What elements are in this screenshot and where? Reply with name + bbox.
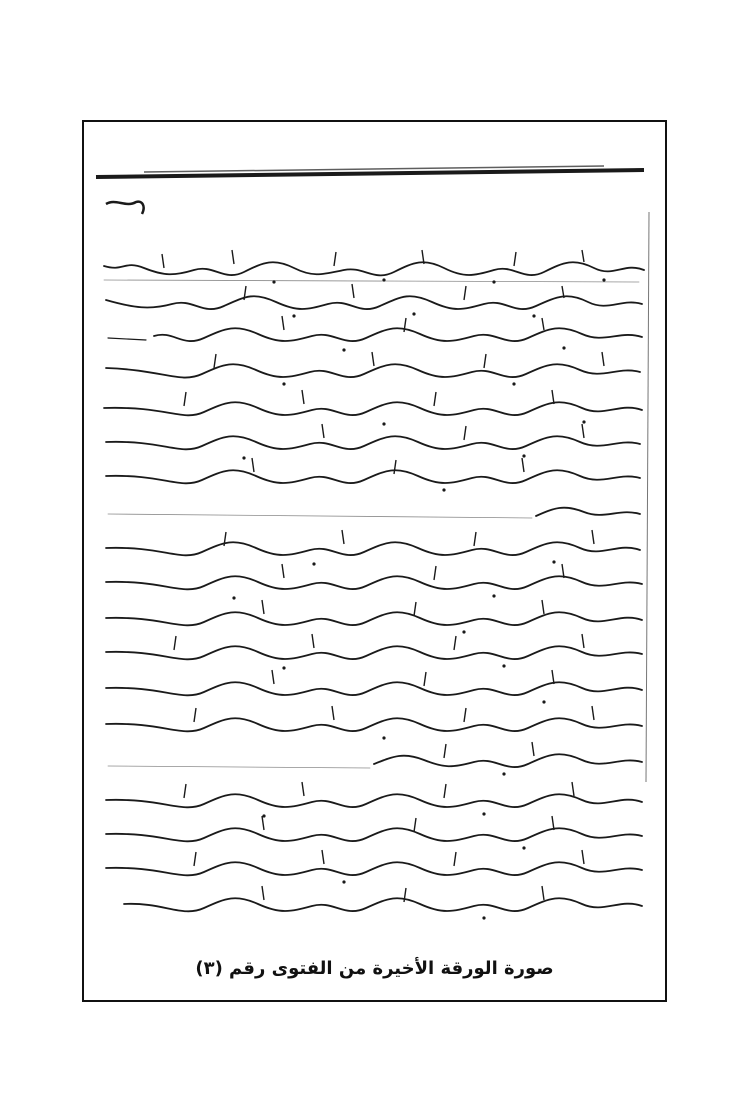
figure-caption: صورة الورقة الأخيرة من الفتوى رقم (٣) [195, 958, 554, 979]
handwriting-dots [232, 278, 605, 919]
handwriting-strokes [162, 250, 604, 902]
handwritten-manuscript [84, 122, 669, 952]
scan-frame [82, 120, 667, 1002]
margin-line [646, 212, 649, 782]
catchword-mark [106, 202, 144, 214]
handwriting-lines [104, 262, 644, 911]
